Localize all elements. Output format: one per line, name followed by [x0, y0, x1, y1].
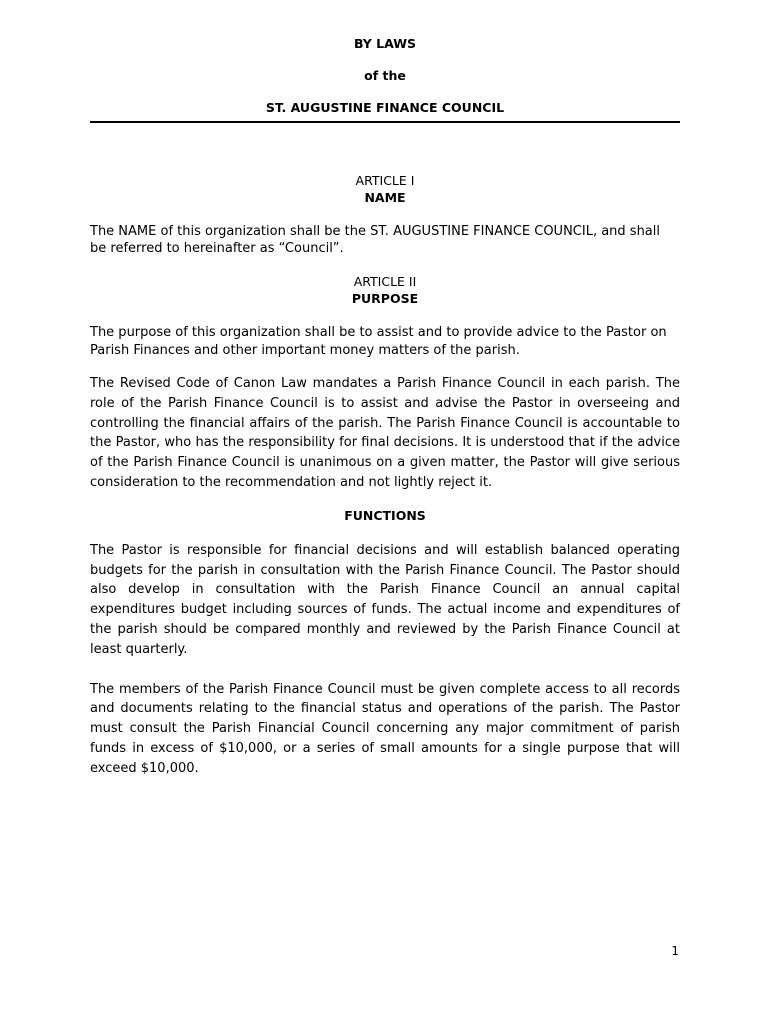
article-2-paragraph-1: The purpose of this organization shall be to assist and to provide advice to the Pastor on Parish Finances and other important money matters of the parish.: [90, 325, 667, 358]
article-2-title: PURPOSE: [351, 291, 419, 306]
article-2-number: ARTICLE II: [353, 274, 417, 289]
doc-title-line-3: ST. AUGUSTINE FINANCE COUNCIL: [265, 100, 505, 115]
functions-paragraph-1: The Pastor is responsible for financial decisions and will establish balanced operating budgets for the parish in consultation with the Parish Finance Council. The Pastor should also develop in consultation with the Parish Finance Council an annual capital expenditures budget including sources of funds. The actual income and expenditures of the parish should be compared monthly and reviewed by the Parish Finance Council at least quarterly.: [90, 542, 680, 657]
article-1-number: ARTICLE I: [355, 173, 415, 188]
article-1-paragraph: The NAME of this organization shall be the ST. AUGUSTINE FINANCE COUNCIL, and shall be referred to hereinafter as “Council”.: [90, 224, 661, 256]
article-1-title: NAME: [364, 190, 406, 205]
document-body: [90, 36, 680, 779]
doc-title-line-1: BY LAWS: [353, 36, 417, 51]
functions-paragraph-2: The members of the Parish Finance Council must be given complete access to all records and documents relating to the financial status and operations of the parish. The Pastor must consult the Parish Financial Council concerning any major commitment of parish funds in excess of $10,000, or a series of small amounts for a single purpose that will exceed $10,000.: [90, 681, 680, 776]
functions-title: FUNCTIONS: [344, 507, 426, 523]
doc-title-line-2: of the: [364, 68, 406, 83]
page-number: 1: [671, 944, 679, 958]
article-2-paragraph-2: The Revised Code of Canon Law mandates a Parish Finance Council in each parish. The role of the Parish Finance Council is to assist and advise the Pastor in overseeing and controlling the financial affairs of the parish. The Parish Finance Council is accountable to the Pastor, who has the responsibility for final decisions. It is understood that if the advice of the Parish Finance Council is unanimous on a given matter, the Pastor will give serious consideration to the recommendation and not lightly reject it.: [90, 376, 680, 490]
